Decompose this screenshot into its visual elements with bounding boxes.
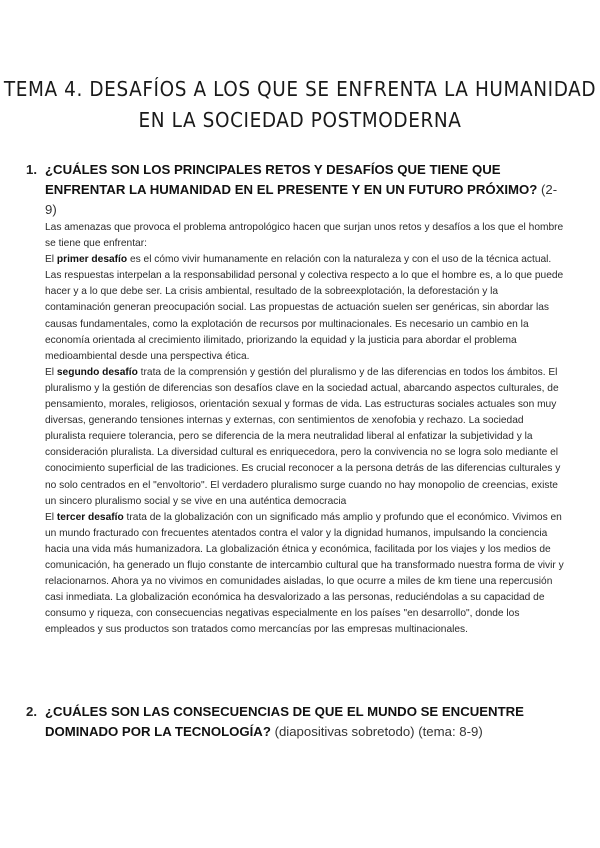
title-line-2: EN LA SOCIEDAD POSTMODERNA — [138, 108, 462, 132]
question-2-text: ¿CUÁLES SON LAS CONSECUENCIAS DE QUE EL MUNDO SE ENCUENTRE DOMINADO POR LA TECNOLOGÍA? — [45, 704, 524, 739]
paragraph-third-challenge: El tercer desafío trata de la globalización con un significado más amplio y profundo que el económico. Vivimos en un mundo fracturado con frecuentes atentados contra el valor y la dignidad humanos, impulsando la conciencia hacia una vida más humanizadora. La globalización étnica y económica, facilitada por los viajes y los medios de comunicación, ha generado un flujo constante de intercambio cultural que ha transformado nuestra forma de vivir y relacionarnos. Ahora ya no vivimos en comunidades aisladas, lo que ocurre a miles de km tiene una repercusión casi inmediata. La globalización económica ha desvalorizado a las personas, reduciéndolas a su capacidad de consumo y riqueza, con consecuencias negativas especialmente en los países "en desarrollo", donde los empleados y sus productos son tratados como mercancías por las empresas multinacionales. — [45, 511, 564, 636]
page-title — [0, 74, 600, 136]
intro-paragraph: Las amenazas que provoca el problema antropológico hacen que surjan unos retos y desafíos a los que el hombre se tiene que enfrentar: — [45, 222, 564, 250]
question-1-note: (2-9) — [45, 182, 558, 217]
second-challenge-label: segundo desafío — [56, 366, 138, 378]
question-2-heading — [26, 702, 566, 742]
question-1 — [26, 160, 566, 638]
paragraph-first-challenge: El primer desafío es el cómo vivir humanamente en relación con la naturaleza y con el uso de la técnica actual. Las respuestas interpelan a la responsabilidad personal y colectiva respecto a lo que el hombre es, a lo que puede hacer y a lo que debe ser. La crisis ambiental, resultado de la sobreexplotación, la deforestación y la contaminación generan preocupación social. Las propuestas de actuación suelen ser genéricas, sin abordar las causas fundamentales, como la explotación de recursos por multinacionales. Es necesario un cambio en la economía orientada al crecimiento ilimitado, priorizando la equidad y la justicia para abordar el problema medioambiental desde una perspectiva ética. — [45, 254, 564, 362]
title-line-1: TEMA 4. DESAFÍOS A LOS QUE SE ENFRENTA LA HUMANIDAD — [3, 77, 597, 101]
question-2-note: (diapositivas sobretodo) (tema: 8-9) — [274, 724, 483, 739]
paragraph-second-challenge: El segundo desafío trata de la comprensión y gestión del pluralismo y de las diferencias en todos los ámbitos. El pluralismo y la gestión de diferencias son desafíos clave en la sociedad actual, abarcando aspectos culturales, de pensamiento, morales, religiosos, orientación sexual y formas de vida. Las estructuras sociales actuales son muy diversas, generando tensiones internas y externas, con sentimientos de xenofobia y rechazo. La sociedad pluralista requiere tolerancia, pero se diferencia de la mera neutralidad liberal al enfatizar la subjetividad y la consideración pluralista. La diversidad cultural es enriquecedora, pero la convivencia no se logra solo mediante el conocimiento superficial de las tradiciones. Es crucial reconocer a la persona detrás de las diferencias culturales y no solo centrados en el "envoltorio". El verdadero pluralismo surge cuando no hay monopolio de creencias, existe un sincero pluralismo social y se vive en una auténtica democracia — [45, 366, 561, 507]
question-1-body — [45, 220, 566, 638]
question-2-number: 2. — [26, 704, 37, 719]
third-challenge-label: tercer desafío — [56, 511, 124, 523]
first-challenge-label: primer desafío — [56, 254, 128, 266]
question-1-number: 1. — [26, 162, 37, 177]
question-2 — [26, 702, 566, 742]
question-1-heading — [26, 160, 566, 220]
question-1-text: ¿CUÁLES SON LOS PRINCIPALES RETOS Y DESAFÍOS QUE TIENE QUE ENFRENTAR LA HUMANIDAD EN EL PRESENTE Y EN UN FUTURO PRÓXIMO? — [45, 162, 538, 197]
